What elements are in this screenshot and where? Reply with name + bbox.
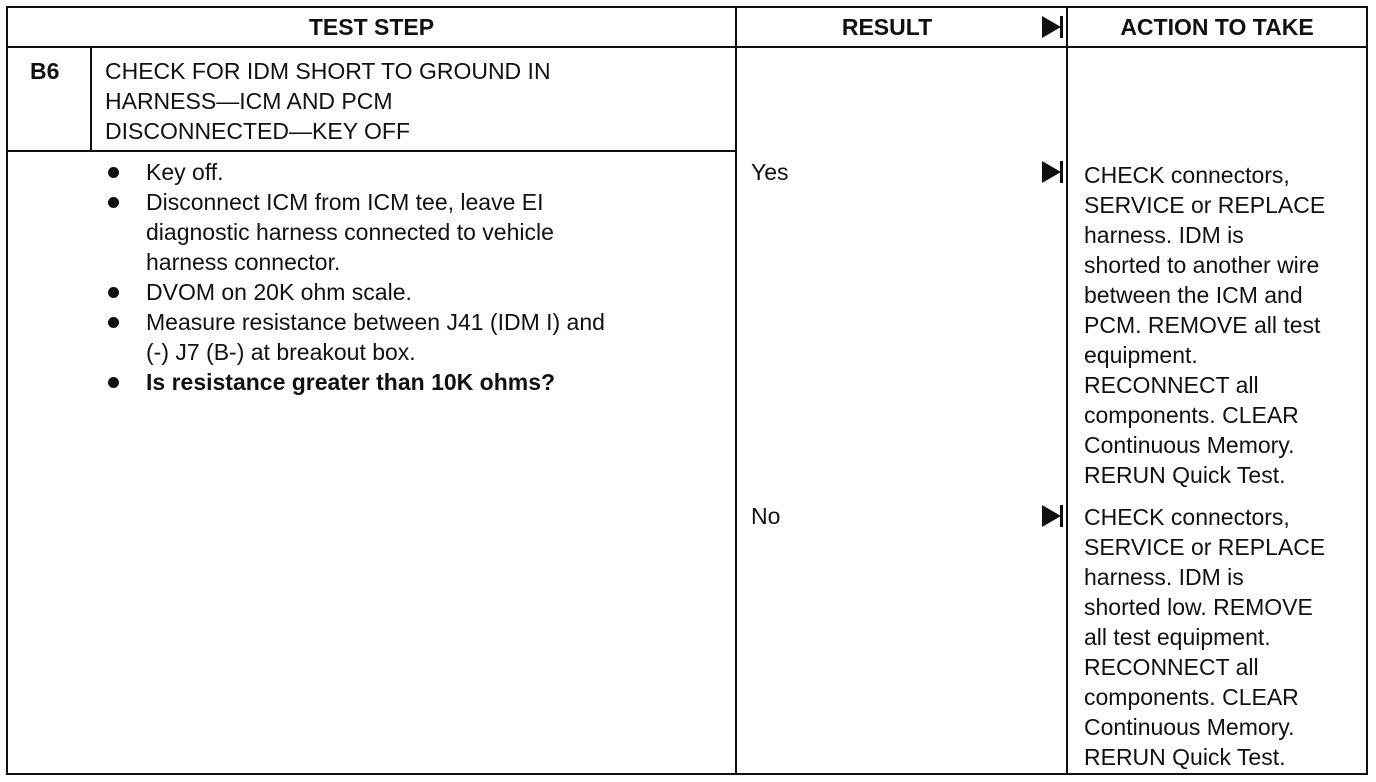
action-line: SERVICE or REPLACE [1084, 534, 1326, 560]
bullet-icon [108, 167, 119, 178]
instruction-line: Measure resistance between J41 (IDM I) and [146, 309, 605, 335]
step-title-line: HARNESS—ICM AND PCM [105, 88, 393, 114]
instruction-line: Disconnect ICM from ICM tee, leave EI [146, 189, 544, 215]
table-border-right [1366, 6, 1368, 775]
action-line: RECONNECT all [1084, 654, 1259, 680]
instruction-line: DVOM on 20K ohm scale. [146, 279, 412, 305]
header-divider [6, 46, 1368, 48]
action-line: harness. IDM is [1084, 222, 1244, 248]
step-title-line: CHECK FOR IDM SHORT TO GROUND IN [105, 58, 551, 84]
table-border-top [6, 6, 1368, 8]
step-title-line: DISCONNECTED—KEY OFF [105, 118, 410, 144]
instruction-question: Is resistance greater than 10K ohms? [146, 369, 556, 395]
header-test-step: TEST STEP [308, 14, 435, 40]
bullet-icon [108, 317, 119, 328]
instruction-line: Key off. [146, 159, 224, 185]
instruction-line: harness connector. [146, 249, 341, 275]
table-border-left [6, 6, 8, 775]
action-line: CHECK connectors, [1084, 162, 1290, 188]
action-line: RERUN Quick Test. [1084, 462, 1286, 488]
table-border-bottom [6, 773, 1368, 775]
action-column-divider [1066, 6, 1068, 775]
action-line: Continuous Memory. [1084, 714, 1295, 740]
action-line: RERUN Quick Test. [1084, 744, 1286, 770]
step-id: B6 [30, 58, 60, 84]
bullet-icon [108, 377, 119, 388]
action-line: components. CLEAR [1084, 684, 1299, 710]
action-line: CHECK connectors, [1084, 504, 1290, 530]
header-arrow-icon [1042, 16, 1061, 38]
action-line: PCM. REMOVE all test [1084, 312, 1321, 338]
bullet-icon [108, 287, 119, 298]
action-line: between the ICM and [1084, 282, 1303, 308]
result-yes-arrow-icon [1042, 161, 1061, 183]
action-line: equipment. [1084, 342, 1198, 368]
action-line: Continuous Memory. [1084, 432, 1295, 458]
step-id-divider [90, 46, 92, 151]
action-line: all test equipment. [1084, 624, 1271, 650]
action-line: SERVICE or REPLACE [1084, 192, 1326, 218]
header-action-to-take: ACTION TO TAKE [1120, 14, 1314, 40]
instruction-line: (-) J7 (B-) at breakout box. [146, 339, 416, 365]
result-column-divider [735, 6, 737, 775]
bullet-icon [108, 197, 119, 208]
instruction-line: diagnostic harness connected to vehicle [146, 219, 554, 245]
step-title-divider [6, 150, 736, 152]
result-yes: Yes [751, 159, 789, 185]
action-line: shorted low. REMOVE [1084, 594, 1313, 620]
result-no: No [751, 503, 781, 529]
action-line: shorted to another wire [1084, 252, 1320, 278]
action-line: components. CLEAR [1084, 402, 1299, 428]
result-no-arrow-icon [1042, 505, 1061, 527]
action-line: harness. IDM is [1084, 564, 1244, 590]
action-line: RECONNECT all [1084, 372, 1259, 398]
header-result: RESULT [841, 14, 933, 40]
